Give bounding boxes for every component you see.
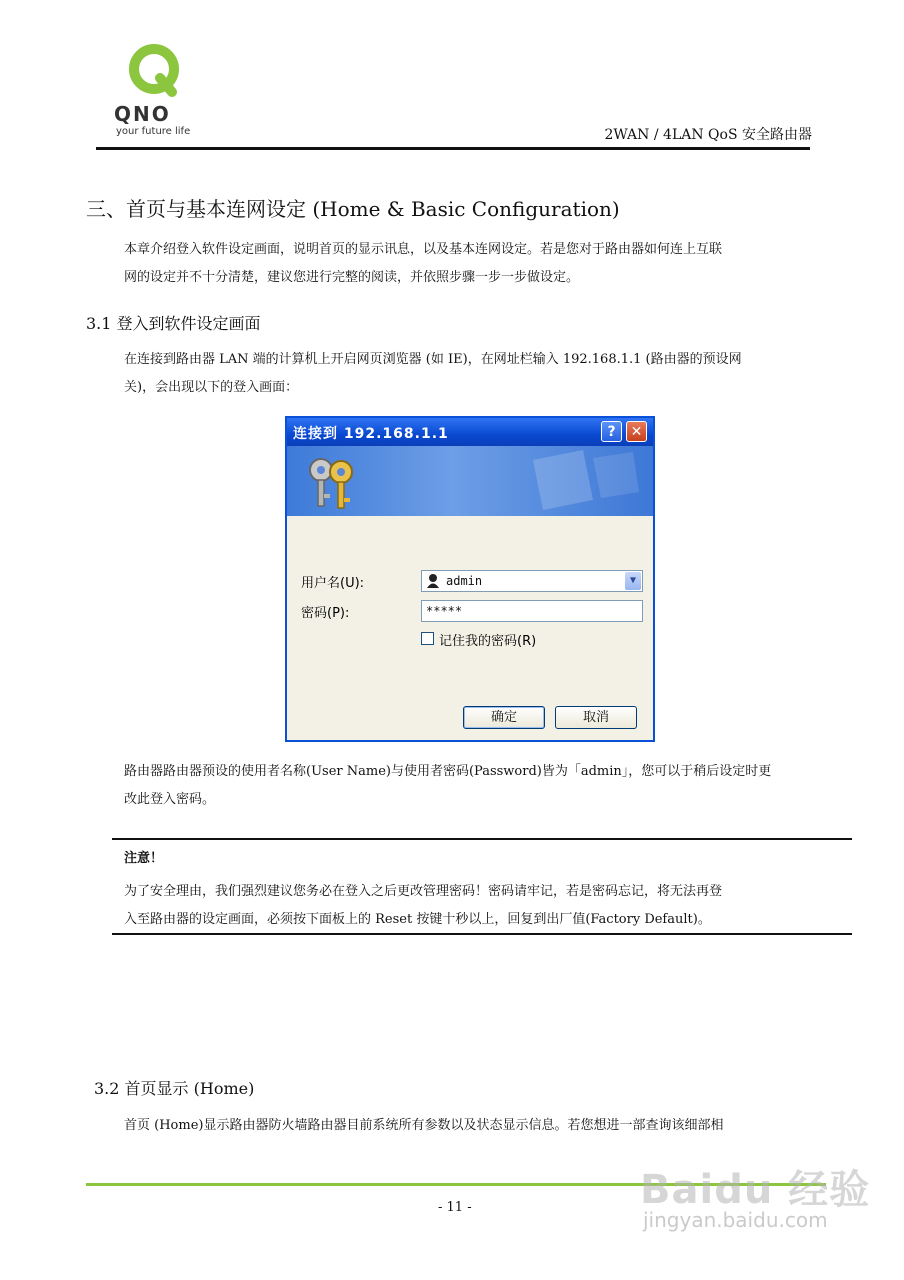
note-top-rule <box>112 838 852 840</box>
note-line: 为了安全理由，我们强烈建议您务必在登入之后更改管理密码！密码请牢记，若是密码忘记，将无法再登 <box>124 884 723 899</box>
chapter-intro <box>124 236 824 292</box>
note-title: 注意！ <box>124 851 164 866</box>
default-credentials-text <box>124 758 824 814</box>
close-button[interactable]: ✕ <box>626 421 647 442</box>
dialog-banner <box>287 446 653 516</box>
intro-line: 网的设定并不十分清楚，建议您进行完整的阅读，并依照步骤一步一步做设定。 <box>124 270 580 285</box>
dialog-title: 连接到 192.168.1.1 <box>293 426 449 442</box>
chevron-down-icon[interactable]: ▼ <box>625 572 641 590</box>
baidu-watermark-url: jingyan.baidu.com <box>643 1208 828 1232</box>
section-3-1-title: 3.1 登入到软件设定画面 <box>86 314 261 333</box>
logo-tagline: your future life <box>116 126 191 137</box>
dialog-form <box>287 516 653 740</box>
keys-icon <box>303 454 363 512</box>
login-dialog <box>285 416 655 742</box>
section-3-2-title: 3.2 首页显示 (Home) <box>94 1079 255 1098</box>
password-label: 密码(P): <box>301 606 350 621</box>
windows-pattern-icon <box>523 450 643 514</box>
section-3-1-text <box>124 346 824 402</box>
remember-password-checkbox[interactable] <box>421 632 434 645</box>
qno-logo <box>112 42 202 142</box>
q-logo-icon <box>126 42 182 98</box>
password-value: ***** <box>426 604 463 618</box>
remember-password-label: 记住我的密码(R) <box>439 634 537 649</box>
note-line: 入至路由器的设定画面，必须按下面板上的 Reset 按键十秒以上，回复到出厂值(Factory Default)。 <box>124 912 711 927</box>
dialog-titlebar <box>287 418 653 446</box>
user-icon <box>425 573 441 589</box>
page-number: - 11 - <box>438 1200 472 1215</box>
paragraph-line: 关)，会出现以下的登入画面： <box>124 380 299 395</box>
logo-wordmark: QNO <box>114 102 171 126</box>
username-label: 用户名(U): <box>301 576 365 591</box>
username-combobox[interactable] <box>421 570 643 592</box>
password-field[interactable] <box>421 600 643 622</box>
product-title: 2WAN / 4LAN QoS 安全路由器 <box>604 127 812 143</box>
paragraph-line: 首页 (Home)显示路由器防火墙路由器目前系统所有参数以及状态显示信息。若您想进一部查询该细部相 <box>124 1118 724 1133</box>
header-divider <box>96 147 810 150</box>
ok-button[interactable]: 确定 <box>463 706 545 729</box>
chapter-title: 三、首页与基本连网设定 (Home & Basic Configuration) <box>86 197 620 221</box>
help-button[interactable]: ? <box>601 421 622 442</box>
baidu-watermark: Baidu 经验 <box>640 1167 871 1213</box>
intro-line: 本章介绍登入软件设定画面，说明首页的显示讯息，以及基本连网设定。若是您对于路由器如何连上互联 <box>124 242 723 257</box>
note-text <box>124 878 824 934</box>
note-bottom-rule <box>112 933 852 935</box>
cancel-button[interactable]: 取消 <box>555 706 637 729</box>
paragraph-line: 改此登入密码。 <box>124 792 216 807</box>
paragraph-line: 在连接到路由器 LAN 端的计算机上开启网页浏览器 (如 IE)，在网址栏输入 192.168.1.1 (路由器的预设网 <box>124 352 742 367</box>
paragraph-line: 路由器路由器预设的使用者名称(User Name)与使用者密码(Password)皆为「admin」，您可以于稍后设定时更 <box>124 764 772 779</box>
username-value: admin <box>446 574 483 588</box>
section-3-2-text <box>124 1112 824 1140</box>
